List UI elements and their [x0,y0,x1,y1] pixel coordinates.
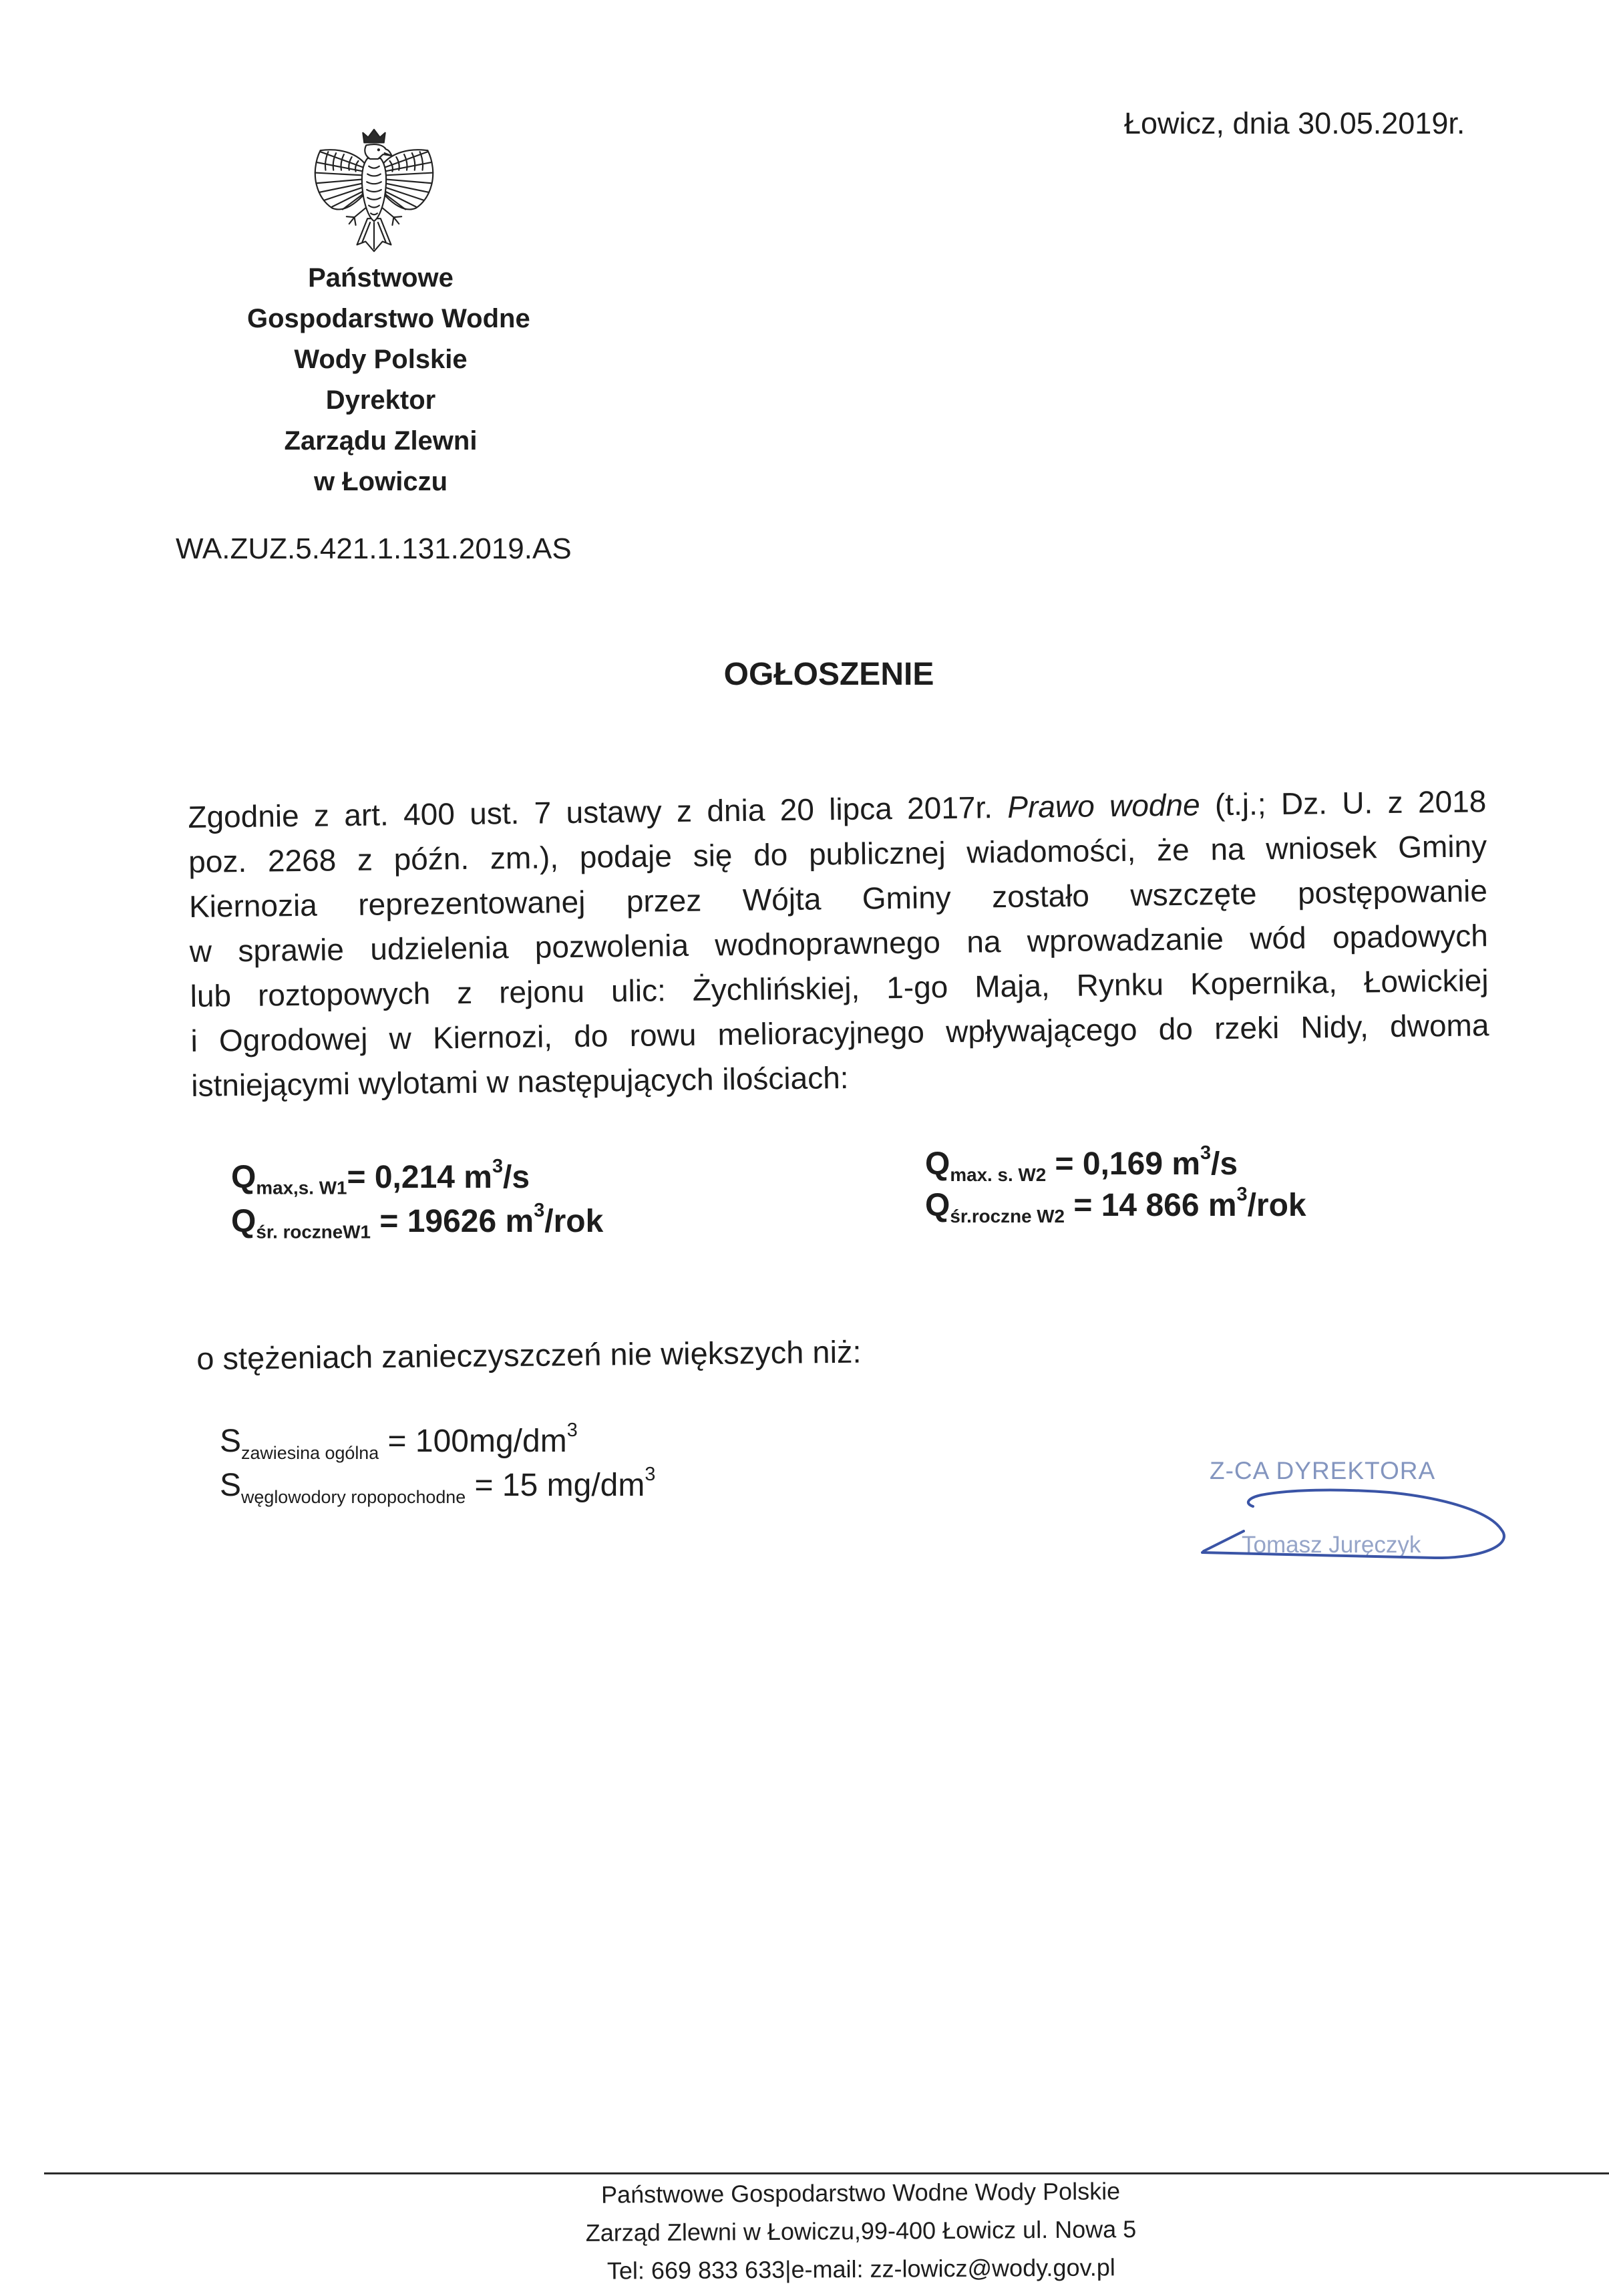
formula-superscript: 3 [1200,1142,1212,1164]
concentration-formula [220,1420,655,1464]
formula-subscript: zawiesina ogólna [241,1442,379,1463]
stamp-name: Tomasz Juręczyk [1242,1532,1421,1558]
issuer-line: Gospodarstwo Wodne [247,304,530,333]
flow-formulas-w1 [231,1156,603,1244]
flow-formula [925,1144,1306,1185]
paragraph-line: i Ogrodowej w Kiernozi, do rowu melioracyjnego wpływającego do rzeki Nidy, dwoma [190,1007,1489,1058]
handwritten-signature [1189,1470,1523,1577]
formula-value: = 0,214 m [347,1160,492,1195]
concentration-limits [220,1420,655,1508]
formula-subscript: węglowodory ropopochodne [241,1486,466,1507]
issuer-line: w Łowiczu [314,467,448,496]
formula-value: = 100mg/dm [379,1424,567,1459]
formula-value: = 14 866 m [1065,1188,1237,1224]
footer [526,2172,1195,2291]
polish-eagle-icon [309,126,439,257]
formula-subscript: max,s. W1 [256,1177,347,1198]
issuer-line: Państwowe [308,263,454,293]
paragraph-line: w sprawie udzielenia pozwolenia wodnoprawnego na wprowadzanie wód opadowych [189,918,1489,969]
paragraph-line: istniejącymi wylotami w następujących ilościach: [190,1059,849,1103]
formula-unit-suffix: /rok [544,1204,604,1239]
formula-symbol: Q [231,1204,256,1239]
flow-formula [925,1185,1306,1226]
footer-address: Zarząd Zlewni w Łowiczu,99-400 Łowicz ul. Nowa 5 [585,2215,1137,2247]
issuer-line: Dyrektor [325,385,436,415]
issuer-line: Zarządu Zlewni [284,426,478,456]
formula-superscript: 3 [492,1155,503,1177]
formula-symbol: S [220,1424,242,1459]
flow-formula [231,1156,603,1200]
formula-value: = 15 mg/dm [466,1468,645,1503]
footer-separator: | [785,2255,791,2283]
concentrations-intro: o stężeniach zanieczyszczeń nie większych niż: [196,1333,862,1376]
formula-value: = 19626 m [371,1204,534,1239]
formula-superscript: 3 [1236,1184,1248,1205]
formula-subscript: śr. roczneW1 [256,1221,371,1243]
paragraph-line: lub roztopowych z rejonu ulic: Żychlińskiej, 1-go Maja, Rynku Kopernika, Łowickiej [190,963,1489,1013]
formula-unit-suffix: /s [502,1160,530,1195]
footer-organization: Państwowe Gospodarstwo Wodne Wody Polskie [600,2177,1121,2208]
formula-subscript: max. s. W2 [950,1164,1047,1185]
formula-symbol: Q [925,1146,950,1182]
footer-contact [527,2248,1195,2291]
formula-symbol: S [220,1468,242,1503]
reference-number: WA.ZUZ.5.421.1.131.2019.AS [176,532,572,565]
paragraph-line: poz. 2268 z późn. zm.), podaje się do publicznej wiadomości, że na wniosek Gminy [188,828,1487,879]
formula-subscript: śr.roczne W2 [950,1205,1065,1226]
paragraph-text: (t.j.; Dz. U. z 2018 [1200,784,1487,822]
paragraph-text: Zgodnie z art. 400 ust. 7 ustawy z dnia 20 lipca 2017r. [188,790,1008,834]
formula-symbol: Q [231,1160,256,1195]
paragraph-line: Kiernozia reprezentowanej przez Wójta Gminy zostało wszczęte postępowanie [188,873,1488,924]
flow-formula [231,1200,603,1244]
flow-formulas-w2 [925,1144,1306,1226]
formula-symbol: Q [925,1188,950,1224]
act-title-italic: Prawo wodne [1007,787,1200,825]
document-title: OGŁOSZENIE [723,657,934,692]
formula-superscript: 3 [534,1199,545,1221]
formula-unit-suffix: /s [1211,1146,1238,1182]
announcement-paragraph [188,779,1490,1108]
footer-phone: Tel: 669 833 633 [606,2255,785,2285]
issuer-block [247,258,530,502]
place-date: Łowicz, dnia 30.05.2019r. [1124,106,1465,140]
issuer-line: Wody Polskie [294,345,468,374]
footer-email: e-mail: zz-lowicz@wody.gov.pl [791,2253,1116,2283]
formula-unit-suffix: /rok [1247,1188,1306,1224]
stamp-title: Z-CA DYREKTORA [1210,1457,1436,1484]
formula-value: = 0,169 m [1046,1146,1201,1182]
formula-superscript: 3 [645,1463,656,1485]
formula-superscript: 3 [566,1419,578,1441]
concentration-formula [220,1464,655,1508]
